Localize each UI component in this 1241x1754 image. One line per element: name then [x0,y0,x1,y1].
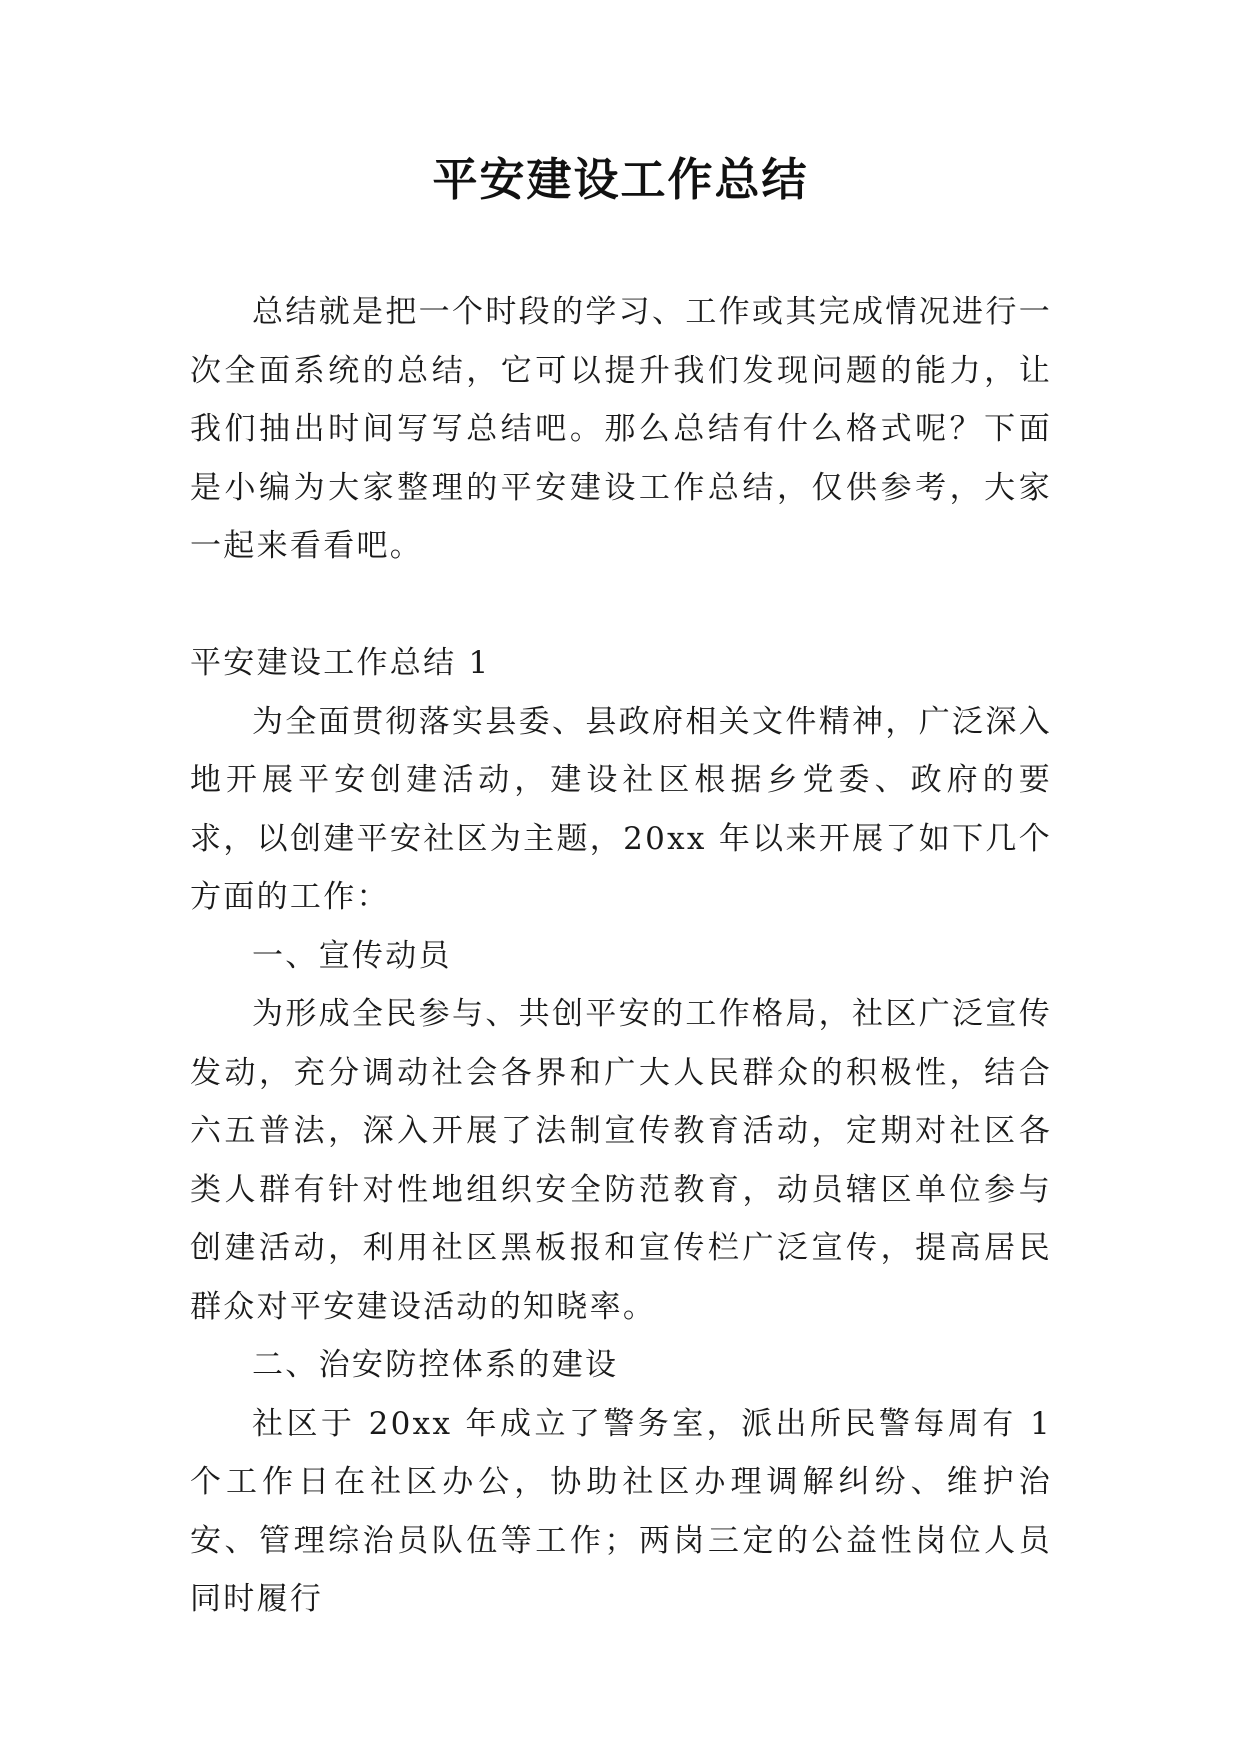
intro-paragraph: 总结就是把一个时段的学习、工作或其完成情况进行一次全面系统的总结，它可以提升我们发现问题的能力，让我们抽出时间写写总结吧。那么总结有什么格式呢？下面是小编为大家整理的平安建设工作总结，仅供参考，大家一起来看看吧。 [190,294,1052,564]
body-paragraph-1: 为全面贯彻落实县委、县政府相关文件精神，广泛深入地开展平安创建活动，建设社区根据乡党委、政府的要求，以创建平安社区为主题，20xx 年以来开展了如下几个方面的工作： [190,703,1052,915]
heading-security-system: 二、治安防控体系的建设 [252,1347,619,1383]
body-paragraph-2: 为形成全民参与、共创平安的工作格局，社区广泛宣传发动，充分调动社会各界和广大人民群众的积极性，结合六五普法，深入开展了法制宣传教育活动，定期对社区各类人群有针对性地组织安全防范教育，动员辖区单位参与创建活动，利用社区黑板报和宣传栏广泛宣传，提高居民群众对平安建设活动的知晓率。 [190,996,1052,1325]
section-title: 平安建设工作总结 1 [190,645,491,681]
heading-publicity: 一、宣传动员 [252,937,452,974]
document-body [190,283,1052,1629]
paragraph-spacer [190,576,1052,635]
document-title: 平安建设工作总结 [432,153,809,206]
body-paragraph-3: 社区于 20xx 年成立了警务室，派出所民警每周有 1 个工作日在社区办公，协助社区办理调解纠纷、维护治安、管理综治员队伍等工作；两岗三定的公益性岗位人员同时履行 [190,1405,1052,1617]
